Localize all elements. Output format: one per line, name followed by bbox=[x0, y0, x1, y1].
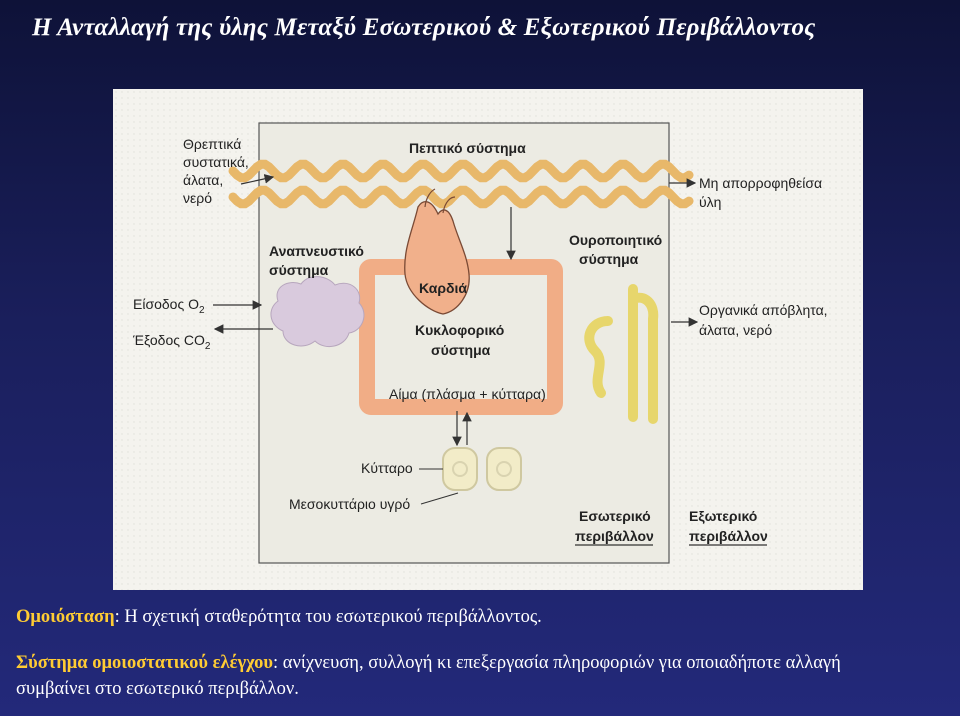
definition-control-system: : ανίχνευση, συλλογή κι επεξεργασία πληροφοριών για οποιαδήποτε αλλαγή συμβαίνει στο εσωτερικό περιβάλλον. bbox=[16, 653, 841, 699]
caption-homeostasis bbox=[16, 607, 542, 628]
label-internal-environment: Εσωτερικό περιβάλλον bbox=[575, 508, 654, 544]
label-respiratory-system: Αναπνευστικό σύστημα bbox=[269, 243, 364, 278]
label-nutrients: Θρεπτικά συστατικά, άλατα, νερό bbox=[183, 136, 249, 206]
label-heart: Καρδιά bbox=[419, 280, 468, 296]
label-interstitial-fluid: Μεσοκυττάριο υγρό bbox=[289, 496, 411, 512]
label-waste: Οργανικά απόβλητα, άλατα, νερό bbox=[699, 302, 828, 338]
label-external-environment: Εξωτερικό περιβάλλον bbox=[689, 508, 768, 544]
label-blood: Αίμα (πλάσμα + κύτταρα) bbox=[389, 386, 546, 402]
label-unabsorbed: Μη απορροφηθείσα ύλη bbox=[699, 175, 823, 210]
cell-shape bbox=[443, 448, 477, 490]
label-cell: Κύτταρο bbox=[361, 460, 413, 476]
caption-control-system bbox=[16, 650, 916, 702]
term-control-system: Σύστημα ομοιοστατικού ελέγχου bbox=[16, 653, 274, 673]
term-homeostasis: Ομοιόσταση bbox=[16, 607, 115, 627]
definition-homeostasis: : Η σχετική σταθερότητα του εσωτερικού περιβάλλοντος. bbox=[114, 607, 542, 627]
label-digestive-system: Πεπτικό σύστημα bbox=[409, 140, 526, 156]
page-title: Η Ανταλλαγή της ύλης Μεταξύ Εσωτερικού & Εξωτερικού Περιβάλλοντος bbox=[32, 14, 816, 41]
cell-shape bbox=[487, 448, 521, 490]
label-o2-in: Είσοδος $O_2$ bbox=[133, 296, 205, 316]
label-circulatory-system: Κυκλοφορικό σύστημα bbox=[415, 322, 505, 358]
label-urinary-system: Ουροποιητικό σύστημα bbox=[569, 232, 663, 267]
label-co2-out: Έξοδος $CO_2$ bbox=[133, 332, 211, 352]
homeostasis-diagram bbox=[113, 89, 863, 590]
